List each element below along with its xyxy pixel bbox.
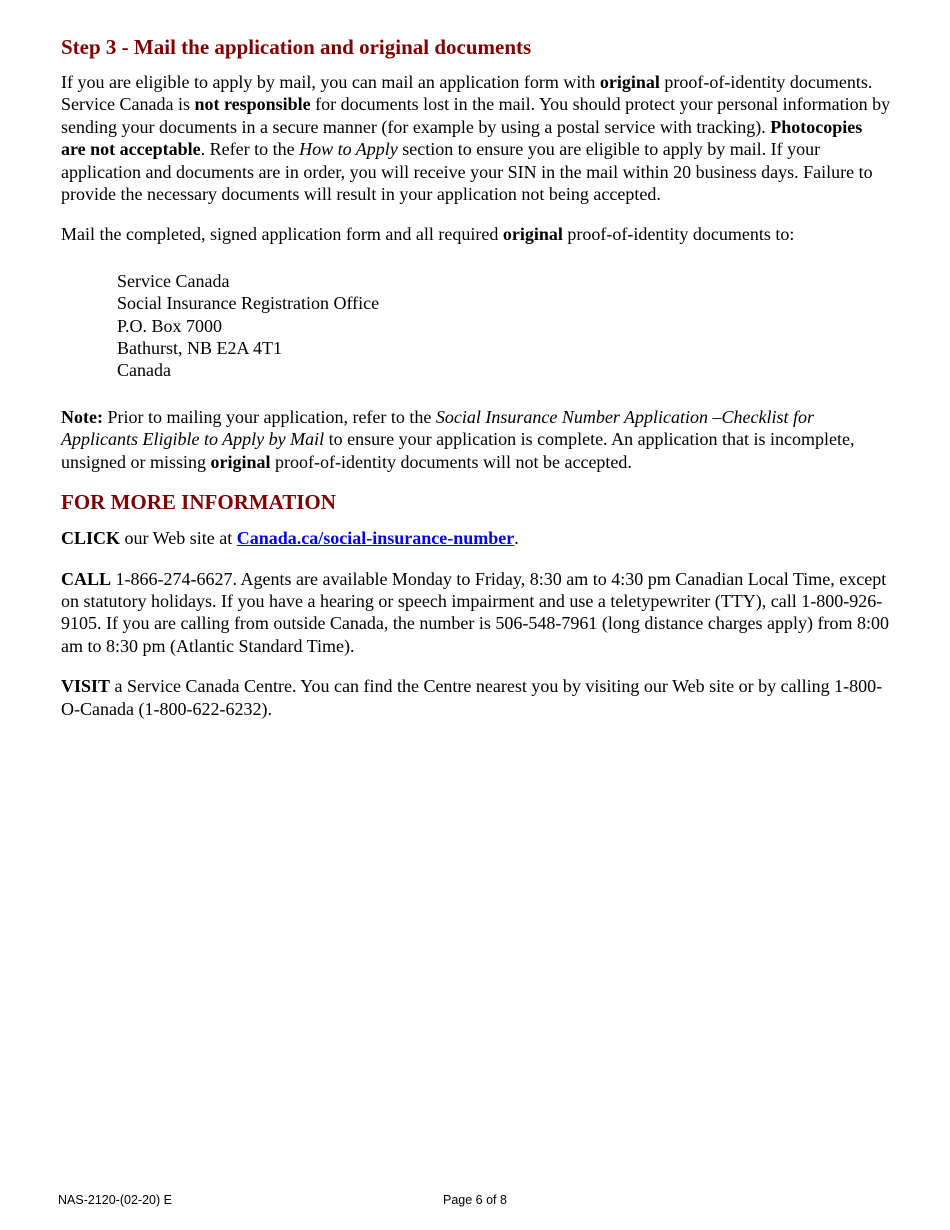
address-line: Canada [117,360,171,381]
more-info-heading: FOR MORE INFORMATION [61,490,336,515]
step3-heading: Step 3 - Mail the application and original documents [61,35,532,59]
step3-paragraph: If you are eligible to apply by mail, you can mail an application form with original proof-of-identity documents. Service Canada is not responsible for documents lost in the mail. You should protect your personal information by sending your documents in a secure manner (for example by using a postal service with tracking). Photocopies are not acceptable. Refer to the How to Apply section to ensure you are eligible to apply by mail. If your application and documents are in order, you will receive your SIN in the mail within 20 business days. Failure to provide the necessary documents will result in your application not being accepted. [61,72,891,205]
form-id: NAS-2120-(02-20) E [58,1193,172,1207]
note-paragraph: Note: Prior to mailing your application, refer to the Social Insurance Number Application –Checklist for Applicants Eligible to Apply by Mail to ensure your application is complete. An application that is incomplete, unsigned or missing original proof-of-identity documents will not be accepted. [61,406,855,472]
mailing-address [117,270,891,382]
address-line: Social Insurance Registration Office [117,293,380,314]
address-line: Bathurst, NB E2A 4T1 [117,338,282,359]
address-line: P.O. Box 7000 [117,315,223,336]
page-number: Page 6 of 8 [443,1193,507,1207]
call-paragraph: CALL 1-866-274-6627. Agents are available Monday to Friday, 8:30 am to 4:30 pm Canadian Local Time, except on statutory holidays. If you have a hearing or speech impairment and use a teletypewriter (TTY), call 1-800-926-9105. If you are calling from outside Canada, the number is 506-548-7961 (long distance charges apply) from 8:00 am to 8:30 pm (Atlantic Standard Time). [61,568,889,656]
note-label: Note: [61,406,103,427]
address-line: Service Canada [117,270,230,291]
document-body [61,30,891,720]
mail-instruction: Mail the completed, signed application form and all required original proof-of-identity documents to: [61,224,795,245]
click-paragraph: CLICK our Web site at Canada.ca/social-insurance-number. [61,528,519,549]
website-link[interactable]: Canada.ca/social-insurance-number [236,528,515,549]
visit-paragraph: VISIT a Service Canada Centre. You can find the Centre nearest you by visiting our Web site or by calling 1-800-O-Canada (1-800-622-6232). [61,676,883,719]
